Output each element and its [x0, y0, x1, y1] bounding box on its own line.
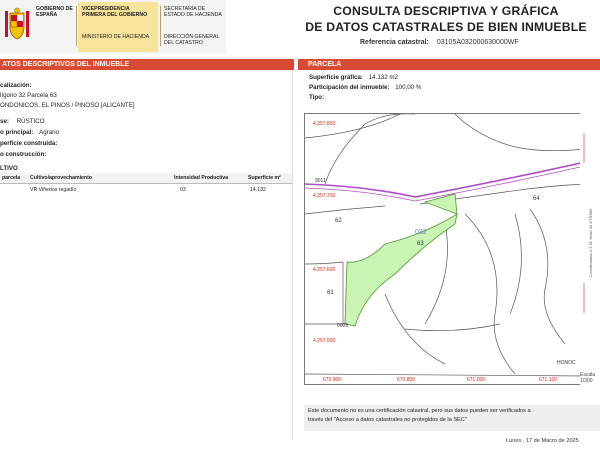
col-header: Cultivo/aprovechamiento — [28, 173, 172, 184]
clase-value: RÚSTICO — [16, 118, 45, 125]
coat-of-arms-icon — [3, 7, 31, 43]
government-header — [0, 0, 226, 54]
location-line-2: ONDONICOS. EL PINOS / PINOSO [ALICANTE] — [0, 102, 135, 109]
part-value: 100,00 % — [395, 84, 422, 91]
legend-text: Coordenadas U.T.M. Huso 30 ETRS89 — [588, 208, 593, 278]
anio-label: o construcción: — [0, 151, 47, 158]
location-line-1: lígono 32 Parcela 63 — [0, 92, 57, 99]
x-tick-label: 671.000 — [467, 377, 486, 383]
uso-row — [0, 129, 59, 136]
table-cell: VR Viñedos regadío — [30, 187, 77, 193]
sup-label: Superficie gráfica: — [309, 74, 363, 81]
place-label: HONOC — [557, 360, 576, 366]
col-header: Intensidad Productiva — [172, 173, 246, 184]
table-cell: 03 — [180, 187, 186, 193]
y-tick-label: 4.257.800 — [313, 121, 336, 127]
map-legend-strip — [580, 113, 600, 403]
table-cell — [0, 184, 28, 197]
ref-label: Referencia catastral: — [360, 39, 429, 46]
sup-value: 14.132 m2 — [368, 74, 398, 81]
note-line-2: través del "Acceso a datos catastrales no protegidos de la SEC" — [308, 417, 467, 423]
title-line-1: CONSULTA DESCRIPTIVA Y GRÁFICA — [333, 4, 559, 18]
parcel-label: 61 — [327, 290, 334, 296]
part-label: Participación del inmueble: — [309, 84, 390, 91]
parcel-label: 9011 — [315, 178, 326, 184]
parcel-label: 64 — [533, 196, 540, 202]
left-section-title: ATOS DESCRIPTIVOS DEL INMUEBLE — [0, 59, 294, 70]
y-tick-label: 4.257.600 — [313, 267, 336, 273]
note-line-1: Este documento no es una certificación catastral, pero sus datos pueden ser verificados a — [308, 408, 531, 414]
document-date: Lunes , 17 de Marzo de 2025 — [506, 438, 579, 444]
parcel-label: 63 — [417, 241, 424, 247]
y-tick-label: 4.257.700 — [313, 193, 336, 199]
cultivo-title: LTIVO — [0, 165, 18, 172]
uso-value: Agrario — [39, 129, 60, 136]
road-line — [305, 162, 585, 197]
document-title — [296, 3, 596, 35]
title-line-2: DE DATOS CATASTRALES DE BIEN INMUEBLE — [305, 20, 587, 34]
superficie-grafica-row — [309, 74, 398, 81]
superficie-label: perficie construida: — [0, 140, 58, 147]
secretaria-label: SECRETARÍA DE ESTADO DE HACIENDA — [164, 6, 222, 19]
uso-label: o principal: — [0, 129, 34, 136]
col-header: Superficie m² — [246, 173, 292, 184]
clase-row — [0, 118, 45, 125]
tipo-label: Tipo: — [309, 94, 325, 101]
legend-svg — [580, 113, 600, 373]
table-row — [0, 184, 292, 197]
direccion-label: DIRECCIÓN GENERAL DEL CATASTRO — [164, 34, 220, 47]
right-section-title: PARCELA — [298, 59, 600, 70]
col-header: parcela — [0, 173, 28, 184]
scale-box — [580, 372, 595, 384]
parcel-label: 032 — [415, 229, 427, 236]
parcel-label: 62 — [335, 218, 342, 224]
clase-label: se: — [0, 118, 9, 125]
scale-label: Escala — [580, 372, 596, 378]
ref-value: 03105A032000630000WF — [436, 39, 519, 46]
map-canvas — [305, 114, 585, 384]
x-tick-label: 671.100 — [539, 377, 558, 383]
parcel-label: 9005 — [337, 323, 349, 329]
x-tick-label: 670.800 — [397, 377, 416, 383]
participacion-row — [309, 84, 421, 91]
scale-value: 1/300 — [580, 378, 593, 384]
y-tick-label: 4.257.500 — [313, 338, 336, 344]
divider — [160, 6, 161, 46]
highlighted-parcel[interactable] — [345, 194, 457, 326]
divider — [76, 6, 77, 46]
vicepresidency-label: VICEPRESIDENCIA PRIMERA DEL GOBIERNO — [82, 6, 148, 19]
location-label: calización: — [0, 82, 32, 89]
cultivo-table — [0, 173, 292, 196]
table-header-row — [0, 173, 292, 184]
x-tick-label: 670.900 — [323, 377, 342, 383]
cadastral-reference — [360, 39, 519, 46]
ministry-label: MINISTERIO DE HACIENDA — [82, 34, 150, 40]
disclaimer-note — [304, 405, 600, 431]
descriptive-data-panel — [0, 70, 293, 440]
gobierno-label: GOBIERNO DE ESPAÑA — [36, 6, 73, 19]
table-cell: 14.132 — [250, 187, 266, 193]
parcel-map[interactable] — [304, 113, 586, 385]
